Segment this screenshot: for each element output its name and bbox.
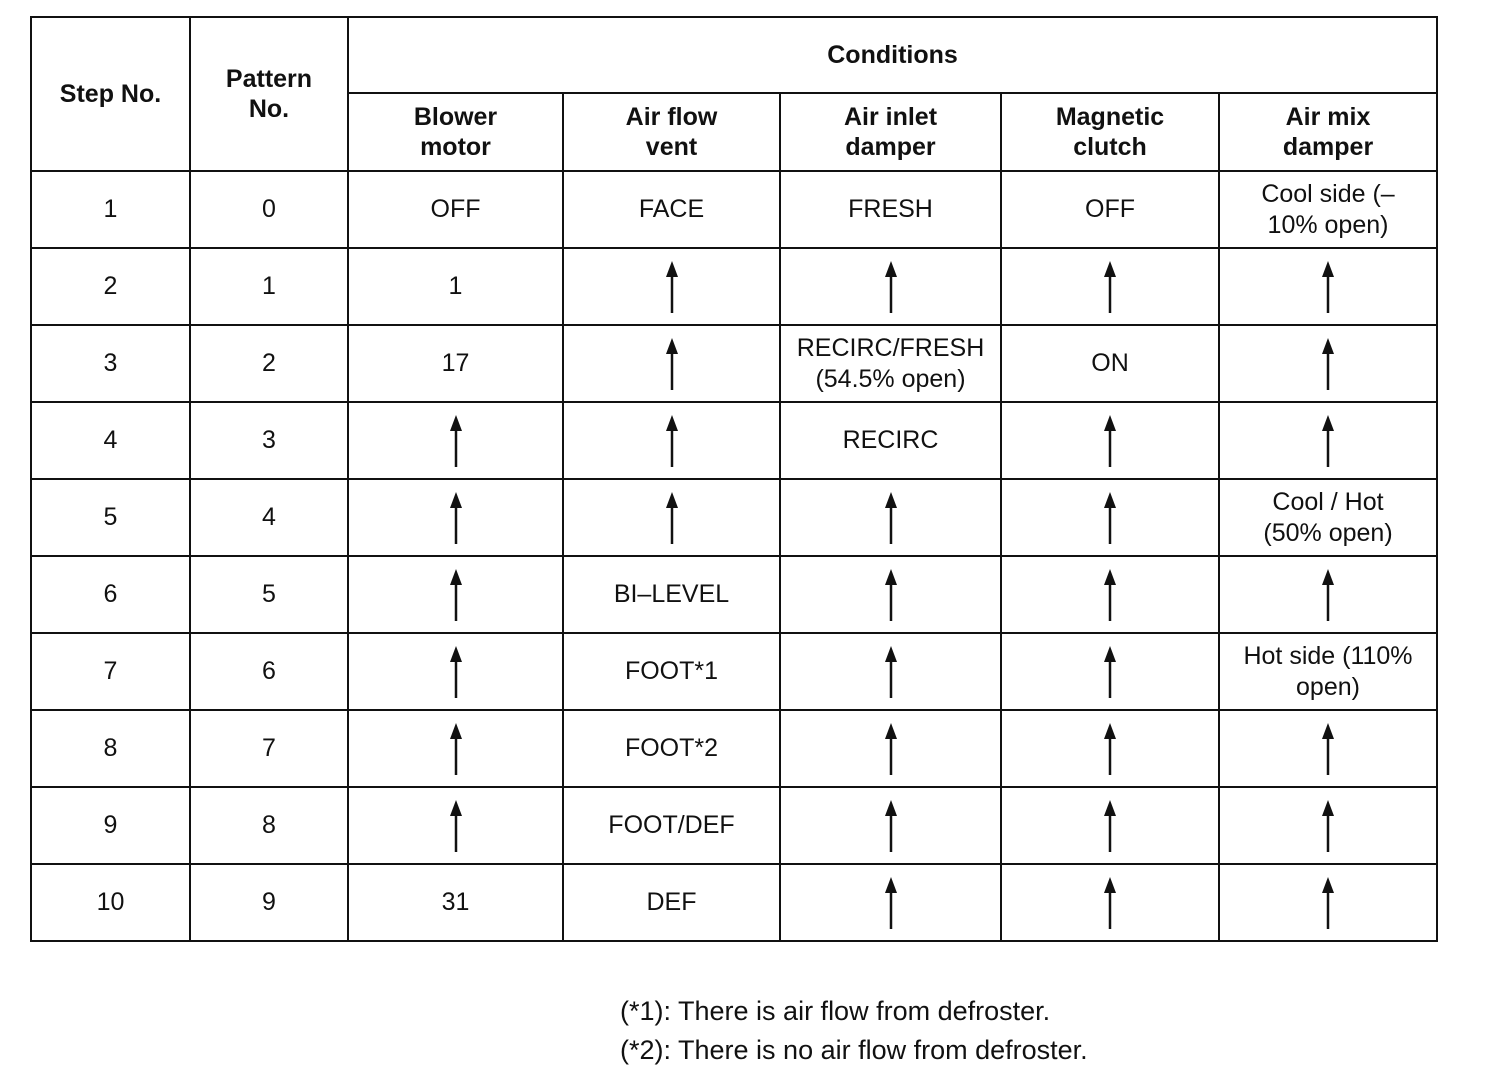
air-inlet-damper-cell bbox=[780, 864, 1001, 941]
up-arrow-icon bbox=[884, 800, 898, 852]
air-mix-damper-cell-text: Hot side (110% open) bbox=[1243, 642, 1413, 701]
air-inlet-damper-cell bbox=[780, 787, 1001, 864]
table-row bbox=[31, 556, 1437, 633]
air-inlet-damper-cell bbox=[780, 171, 1001, 248]
step-cell bbox=[31, 633, 190, 710]
air-flow-vent-cell bbox=[563, 787, 780, 864]
table-row bbox=[31, 248, 1437, 325]
pattern-cell-text: 2 bbox=[262, 349, 276, 378]
pattern-cell bbox=[190, 710, 348, 787]
air-mix-damper-cell bbox=[1219, 787, 1437, 864]
pattern-cell-text: 6 bbox=[262, 657, 276, 686]
up-arrow-icon bbox=[449, 723, 463, 775]
header-air-flow-vent: Air flow vent bbox=[563, 93, 780, 171]
blower-motor-cell-text: 1 bbox=[448, 272, 463, 301]
up-arrow-icon bbox=[449, 800, 463, 852]
air-mix-damper-cell bbox=[1219, 325, 1437, 402]
step-cell bbox=[31, 710, 190, 787]
step-cell-text: 2 bbox=[103, 272, 118, 301]
up-arrow-icon bbox=[884, 492, 898, 544]
table-body bbox=[31, 171, 1437, 941]
magnetic-clutch-cell bbox=[1001, 710, 1219, 787]
step-cell bbox=[31, 556, 190, 633]
up-arrow-icon bbox=[449, 492, 463, 544]
air-mix-damper-cell bbox=[1219, 248, 1437, 325]
air-mix-damper-cell bbox=[1219, 479, 1437, 556]
pattern-cell-text: 1 bbox=[262, 272, 276, 301]
pattern-cell-text: 0 bbox=[262, 195, 276, 224]
conditions-table bbox=[30, 16, 1438, 942]
up-arrow-icon bbox=[449, 569, 463, 621]
pattern-cell-text: 4 bbox=[262, 503, 276, 532]
air-flow-vent-cell-text: FOOT*1 bbox=[624, 657, 719, 686]
footnotes bbox=[620, 992, 1088, 1070]
magnetic-clutch-cell bbox=[1001, 864, 1219, 941]
up-arrow-icon bbox=[665, 415, 679, 467]
pattern-cell bbox=[190, 864, 348, 941]
step-cell bbox=[31, 479, 190, 556]
air-mix-damper-cell bbox=[1219, 402, 1437, 479]
step-cell bbox=[31, 787, 190, 864]
magnetic-clutch-cell bbox=[1001, 248, 1219, 325]
up-arrow-icon bbox=[884, 569, 898, 621]
table-row bbox=[31, 402, 1437, 479]
footnote-2: (*2): There is no air flow from defroster. bbox=[620, 1035, 1088, 1065]
blower-motor-cell bbox=[348, 171, 563, 248]
pattern-cell bbox=[190, 633, 348, 710]
step-cell-text: 5 bbox=[103, 503, 118, 532]
magnetic-clutch-cell bbox=[1001, 556, 1219, 633]
up-arrow-icon bbox=[665, 492, 679, 544]
step-cell bbox=[31, 248, 190, 325]
pattern-cell-text: 5 bbox=[262, 580, 276, 609]
up-arrow-icon bbox=[1321, 877, 1335, 929]
up-arrow-icon bbox=[884, 877, 898, 929]
blower-motor-cell-text: OFF bbox=[430, 195, 481, 224]
up-arrow-icon bbox=[1321, 800, 1335, 852]
blower-motor-cell bbox=[348, 787, 563, 864]
table-row bbox=[31, 325, 1437, 402]
up-arrow-icon bbox=[1103, 492, 1117, 544]
up-arrow-icon bbox=[449, 646, 463, 698]
pattern-cell-text: 9 bbox=[262, 888, 276, 917]
table-row bbox=[31, 710, 1437, 787]
header-conditions: Conditions bbox=[348, 17, 1437, 93]
step-cell-text: 6 bbox=[103, 580, 118, 609]
magnetic-clutch-cell bbox=[1001, 402, 1219, 479]
pattern-cell bbox=[190, 402, 348, 479]
blower-motor-cell bbox=[348, 864, 563, 941]
air-inlet-damper-cell bbox=[780, 479, 1001, 556]
air-inlet-damper-cell bbox=[780, 710, 1001, 787]
magnetic-clutch-cell-text: OFF bbox=[1085, 195, 1135, 224]
up-arrow-icon bbox=[449, 415, 463, 467]
blower-motor-cell-text: 17 bbox=[441, 349, 470, 378]
air-inlet-damper-cell bbox=[780, 402, 1001, 479]
air-inlet-damper-cell bbox=[780, 556, 1001, 633]
air-mix-damper-cell bbox=[1219, 556, 1437, 633]
step-cell-text: 9 bbox=[103, 811, 118, 840]
up-arrow-icon bbox=[1321, 723, 1335, 775]
air-inlet-damper-cell-text: RECIRC bbox=[842, 426, 939, 455]
step-cell bbox=[31, 171, 190, 248]
blower-motor-cell-text: 31 bbox=[441, 888, 470, 917]
step-cell-text: 10 bbox=[96, 888, 125, 917]
blower-motor-cell bbox=[348, 325, 563, 402]
pattern-cell bbox=[190, 787, 348, 864]
blower-motor-cell bbox=[348, 248, 563, 325]
pattern-cell bbox=[190, 556, 348, 633]
up-arrow-icon bbox=[665, 261, 679, 313]
air-flow-vent-cell bbox=[563, 479, 780, 556]
air-flow-vent-cell bbox=[563, 556, 780, 633]
step-cell-text: 7 bbox=[103, 657, 118, 686]
air-mix-damper-cell bbox=[1219, 864, 1437, 941]
air-flow-vent-cell bbox=[563, 171, 780, 248]
air-flow-vent-cell-text: FOOT/DEF bbox=[608, 811, 735, 840]
air-mix-damper-cell bbox=[1219, 171, 1437, 248]
table-row bbox=[31, 787, 1437, 864]
pattern-cell bbox=[190, 248, 348, 325]
air-inlet-damper-cell bbox=[780, 633, 1001, 710]
up-arrow-icon bbox=[1321, 569, 1335, 621]
table-row bbox=[31, 864, 1437, 941]
air-inlet-damper-cell-text: RECIRC/FRESH (54.5% open) bbox=[796, 334, 985, 393]
up-arrow-icon bbox=[1103, 646, 1117, 698]
up-arrow-icon bbox=[1321, 415, 1335, 467]
up-arrow-icon bbox=[1103, 569, 1117, 621]
header-blower-motor: Blower motor bbox=[348, 93, 563, 171]
up-arrow-icon bbox=[1103, 800, 1117, 852]
air-flow-vent-cell bbox=[563, 248, 780, 325]
up-arrow-icon bbox=[1321, 261, 1335, 313]
up-arrow-icon bbox=[1103, 415, 1117, 467]
blower-motor-cell bbox=[348, 633, 563, 710]
step-cell-text: 3 bbox=[103, 349, 118, 378]
air-flow-vent-cell bbox=[563, 325, 780, 402]
air-mix-damper-cell bbox=[1219, 633, 1437, 710]
table-row bbox=[31, 633, 1437, 710]
pattern-cell-text: 7 bbox=[262, 734, 276, 763]
table-row bbox=[31, 479, 1437, 556]
air-inlet-damper-cell bbox=[780, 325, 1001, 402]
blower-motor-cell bbox=[348, 479, 563, 556]
pattern-cell bbox=[190, 171, 348, 248]
air-mix-damper-cell-text: Cool side (–10% open) bbox=[1261, 180, 1395, 239]
up-arrow-icon bbox=[1103, 877, 1117, 929]
air-flow-vent-cell-text: BI–LEVEL bbox=[613, 580, 730, 609]
up-arrow-icon bbox=[1103, 723, 1117, 775]
header-air-inlet-damper: Air inlet damper bbox=[780, 93, 1001, 171]
header-step-no: Step No. bbox=[31, 17, 190, 171]
step-cell-text: 4 bbox=[103, 426, 118, 455]
air-inlet-damper-cell bbox=[780, 248, 1001, 325]
blower-motor-cell bbox=[348, 710, 563, 787]
step-cell-text: 8 bbox=[103, 734, 118, 763]
air-mix-damper-cell-text: Cool / Hot (50% open) bbox=[1263, 488, 1393, 547]
header-pattern-no: Pattern No. bbox=[190, 17, 348, 171]
table-row bbox=[31, 171, 1437, 248]
magnetic-clutch-cell bbox=[1001, 325, 1219, 402]
up-arrow-icon bbox=[665, 338, 679, 390]
pattern-cell bbox=[190, 479, 348, 556]
air-flow-vent-cell bbox=[563, 402, 780, 479]
magnetic-clutch-cell bbox=[1001, 479, 1219, 556]
pattern-cell-text: 3 bbox=[262, 426, 276, 455]
header-magnetic-clutch: Magnetic clutch bbox=[1001, 93, 1219, 171]
up-arrow-icon bbox=[884, 261, 898, 313]
header-air-mix-damper: Air mix damper bbox=[1219, 93, 1437, 171]
air-flow-vent-cell-text: FOOT*2 bbox=[624, 734, 719, 763]
pattern-cell bbox=[190, 325, 348, 402]
air-mix-damper-cell bbox=[1219, 710, 1437, 787]
up-arrow-icon bbox=[1103, 261, 1117, 313]
magnetic-clutch-cell-text: ON bbox=[1091, 349, 1129, 378]
magnetic-clutch-cell bbox=[1001, 633, 1219, 710]
magnetic-clutch-cell bbox=[1001, 787, 1219, 864]
air-flow-vent-cell bbox=[563, 864, 780, 941]
up-arrow-icon bbox=[884, 646, 898, 698]
magnetic-clutch-cell bbox=[1001, 171, 1219, 248]
step-cell-text: 1 bbox=[103, 195, 118, 224]
up-arrow-icon bbox=[1321, 338, 1335, 390]
footnote-1: (*1): There is air flow from defroster. bbox=[620, 996, 1051, 1026]
pattern-cell-text: 8 bbox=[262, 811, 276, 840]
step-cell bbox=[31, 402, 190, 479]
air-flow-vent-cell-text: FACE bbox=[638, 195, 705, 224]
air-inlet-damper-cell-text: FRESH bbox=[848, 195, 933, 224]
step-cell bbox=[31, 325, 190, 402]
blower-motor-cell bbox=[348, 402, 563, 479]
up-arrow-icon bbox=[884, 723, 898, 775]
air-flow-vent-cell-text: DEF bbox=[646, 888, 697, 917]
blower-motor-cell bbox=[348, 556, 563, 633]
air-flow-vent-cell bbox=[563, 710, 780, 787]
air-flow-vent-cell bbox=[563, 633, 780, 710]
step-cell bbox=[31, 864, 190, 941]
